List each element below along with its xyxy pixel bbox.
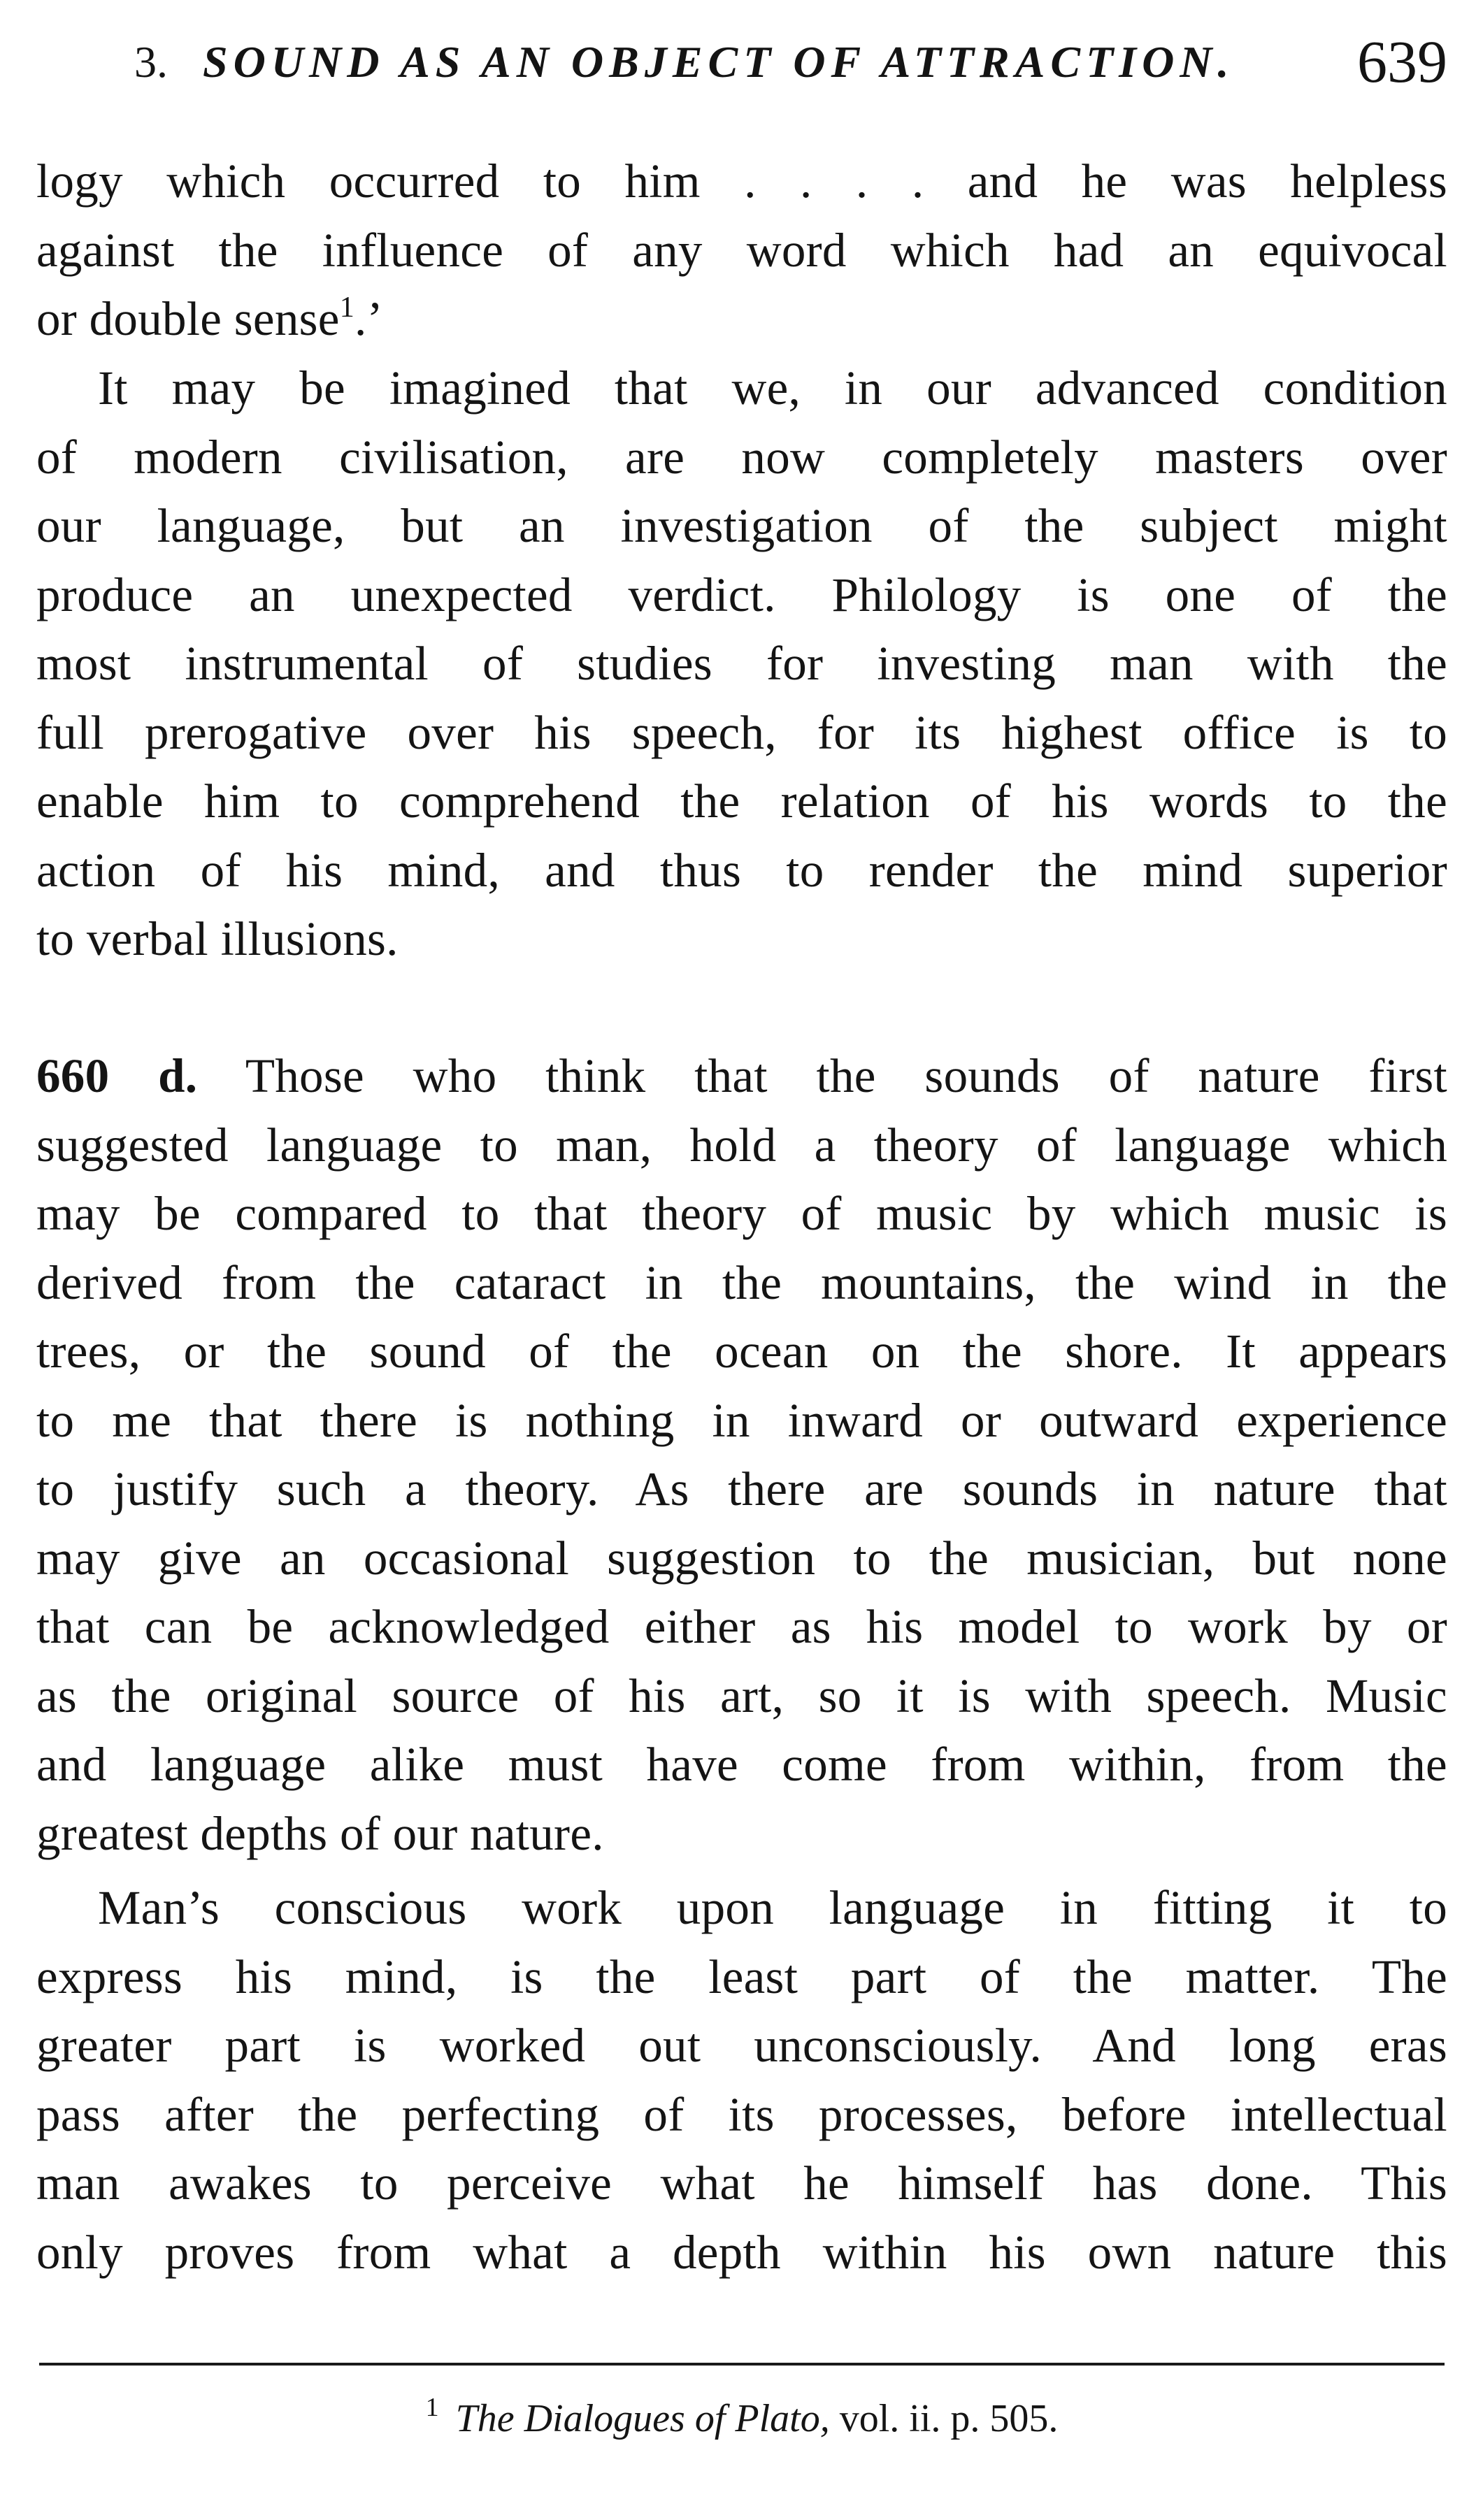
text-line: our language, but an investigation of the subject might	[36, 499, 1447, 552]
footnote-citation: vol. ii. p. 505.	[839, 2397, 1059, 2440]
text-line: pass after the perfecting of its processes, before intellectual	[36, 2087, 1447, 2141]
section-title: SOUND AS AN OBJECT OF ATTRACTION.	[203, 37, 1235, 87]
text-line: logy which occurred to him . . . . and he was helpless	[36, 154, 1447, 208]
text-line: as the original source of his art, so it is with speech. Music	[36, 1669, 1447, 1722]
section-reference: 660 d.	[36, 1049, 198, 1102]
page-number: 639	[1357, 28, 1447, 95]
text-line: It may be imagined that we, in our advanced condition	[98, 361, 1447, 415]
text-line: to me that there is nothing in inward or outward experience	[36, 1393, 1447, 1447]
footnote-title: The Dialogues of Plato,	[455, 2397, 830, 2440]
text-line: to verbal illusions.	[36, 912, 399, 965]
footnote	[36, 2391, 1447, 2447]
text-line: to justify such a theory. As there are sounds in nature that	[36, 1462, 1447, 1515]
text-line: express his mind, is the least part of the matter. The	[36, 1950, 1447, 2003]
text-fragment: Those who think that the sounds of nature first	[245, 1049, 1447, 1102]
text-line: enable him to comprehend the relation of his words to the	[36, 775, 1447, 828]
running-header	[36, 27, 1447, 110]
text-line: produce an unexpected verdict. Philology is one of the	[36, 568, 1447, 621]
text-line: derived from the cataract in the mountains, the wind in the	[36, 1255, 1447, 1309]
section-number: 3.	[134, 37, 168, 87]
paragraph-continuation	[36, 147, 1447, 354]
text-line: may give an occasional suggestion to the musician, but none	[36, 1531, 1447, 1585]
text-line: greater part is worked out unconsciously. And long eras	[36, 2019, 1447, 2072]
text-line: and language alike must have come from within, from the	[36, 1738, 1447, 1791]
text-line: that can be acknowledged either as his model to work by or	[36, 1600, 1447, 1653]
paragraph-philology	[36, 354, 1447, 974]
text-line: of modern civilisation, are now completely masters over	[36, 430, 1447, 484]
text-line: against the influence of any word which had an equivocal	[36, 223, 1447, 277]
footnote-mark: 1	[425, 2393, 439, 2422]
text-line: greatest depths of our nature.	[36, 1806, 604, 1860]
text-line-with-footnote	[36, 285, 1447, 354]
text-line: may be compared to that theory of music by which music is	[36, 1187, 1447, 1240]
text-line: action of his mind, and thus to render the mind superior	[36, 843, 1447, 897]
text-line: Man’s conscious work upon language in fitting it to	[98, 1881, 1447, 1934]
text-fragment: or double sense	[36, 292, 340, 345]
text-line-first	[36, 1042, 1447, 1111]
paragraph-660d	[36, 1042, 1447, 1868]
section-heading	[134, 36, 1235, 88]
text-line: trees, or the sound of the ocean on the shore. It appears	[36, 1325, 1447, 1378]
book-page	[36, 0, 1447, 2520]
text-fragment: .’	[354, 292, 383, 345]
text-line: suggested language to man, hold a theory of language which	[36, 1118, 1447, 1172]
footnote-reference: 1	[339, 291, 355, 324]
paragraph-conscious-work	[36, 1873, 1447, 2287]
text-line: full prerogative over his speech, for its highest office is to	[36, 705, 1447, 759]
text-line: most instrumental of studies for investing man with the	[36, 637, 1447, 690]
footnote-divider	[39, 2363, 1445, 2366]
text-line: man awakes to perceive what he himself has done. This	[36, 2157, 1447, 2210]
text-line: only proves from what a depth within his own nature this	[36, 2225, 1447, 2279]
